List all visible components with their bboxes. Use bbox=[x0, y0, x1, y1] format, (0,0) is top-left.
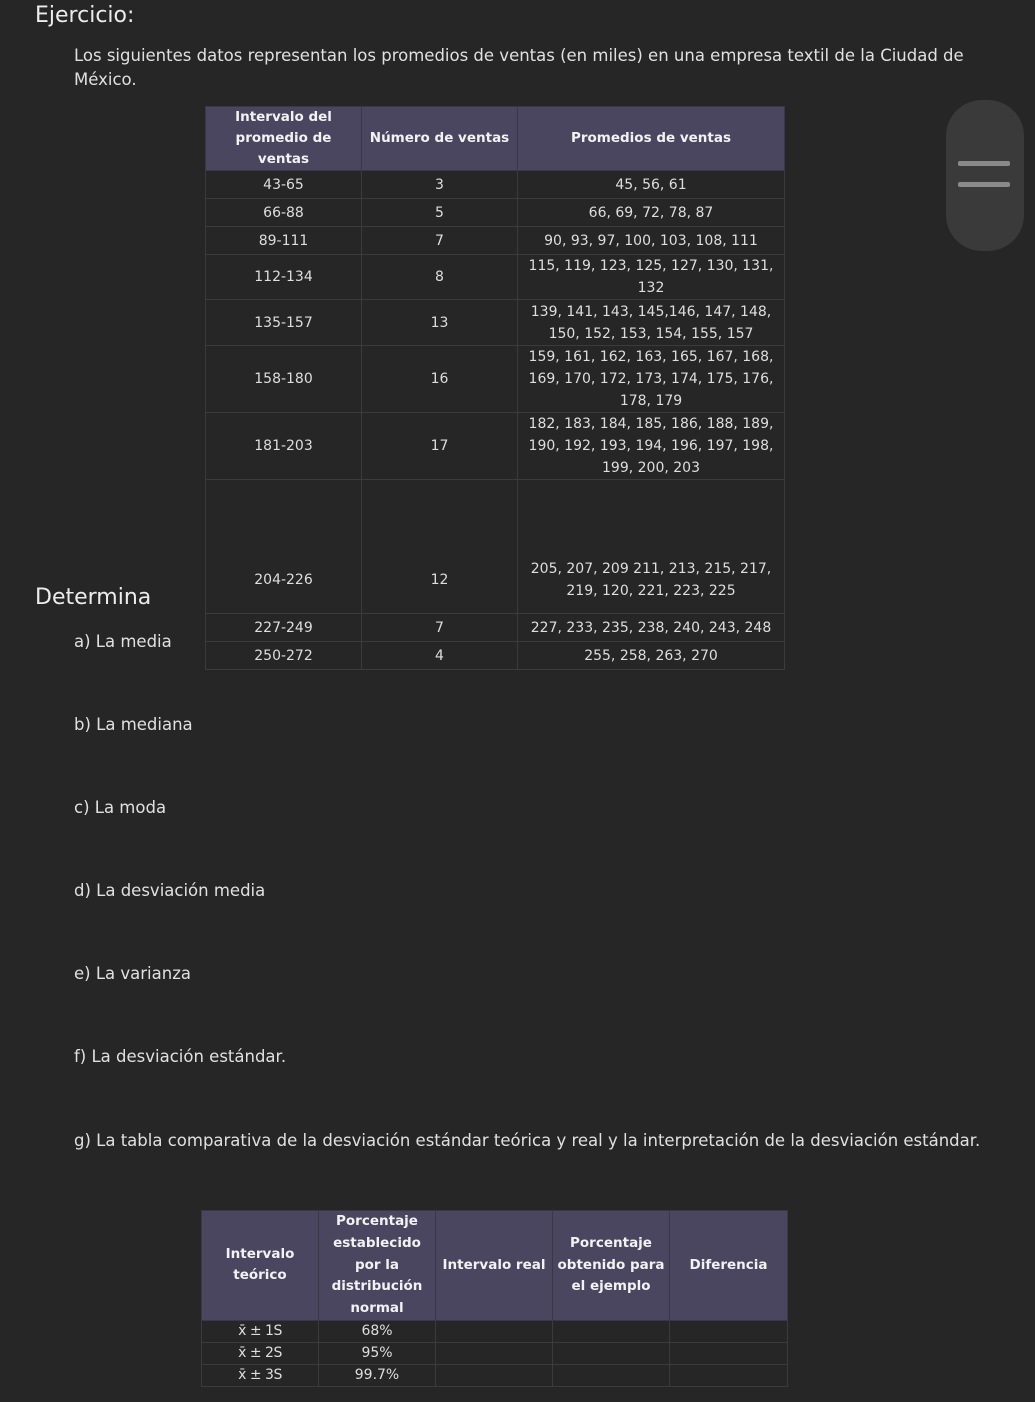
table-row bbox=[206, 346, 785, 413]
sales-table-header-row bbox=[206, 107, 785, 171]
header-difference: Diferencia bbox=[670, 1211, 788, 1321]
values-cell: 45, 56, 61 bbox=[518, 171, 785, 199]
intro-text: Los siguientes datos representan los promedios de ventas (en miles) en una empresa textil de la Ciudad de México. bbox=[74, 46, 964, 89]
values-cell: 90, 93, 97, 100, 103, 108, 111 bbox=[518, 227, 785, 255]
count-cell: 4 bbox=[362, 642, 518, 670]
header-values: Promedios de ventas bbox=[518, 107, 785, 171]
question-a: a) La media bbox=[74, 632, 172, 651]
count-cell: 13 bbox=[362, 300, 518, 346]
interval-cell: 66-88 bbox=[206, 199, 362, 227]
exercise-heading: Ejercicio: bbox=[35, 3, 135, 28]
header-normal-percent: Porcentaje establecido por la distribución normal bbox=[319, 1211, 436, 1321]
table-row bbox=[202, 1320, 788, 1342]
table-row bbox=[206, 171, 785, 199]
count-cell: 5 bbox=[362, 199, 518, 227]
values-cell: 139, 141, 143, 145,146, 147, 148, 150, 152, 153, 154, 155, 157 bbox=[518, 300, 785, 346]
real-interval-cell bbox=[436, 1320, 553, 1342]
interval-cell: 43-65 bbox=[206, 171, 362, 199]
header-interval: Intervalo del promedio de ventas bbox=[206, 107, 362, 171]
comparison-header-row bbox=[202, 1211, 788, 1321]
table-row bbox=[206, 300, 785, 346]
count-cell: 16 bbox=[362, 346, 518, 413]
question-f: f) La desviación estándar. bbox=[74, 1047, 287, 1066]
values-cell: 66, 69, 72, 78, 87 bbox=[518, 199, 785, 227]
normal-percent-cell: 68% bbox=[319, 1320, 436, 1342]
interval-cell: 181-203 bbox=[206, 413, 362, 480]
theoretical-interval-cell: x̄ ± 2S bbox=[202, 1342, 319, 1364]
theoretical-interval-cell: x̄ ± 1S bbox=[202, 1320, 319, 1342]
real-interval-cell bbox=[436, 1342, 553, 1364]
obtained-percent-cell bbox=[553, 1364, 670, 1386]
difference-cell bbox=[670, 1364, 788, 1386]
question-c: c) La moda bbox=[74, 798, 167, 817]
interval-cell: 112-134 bbox=[206, 255, 362, 300]
count-cell: 3 bbox=[362, 171, 518, 199]
values-cell: 115, 119, 123, 125, 127, 130, 131, 132 bbox=[518, 255, 785, 300]
question-g: g) La tabla comparativa de la desviación estándar teórica y real y la interpretación de la desviación estándar. bbox=[74, 1131, 981, 1150]
normal-percent-cell: 95% bbox=[319, 1342, 436, 1364]
interval-cell: 204-226 bbox=[206, 480, 362, 614]
obtained-percent-cell bbox=[553, 1342, 670, 1364]
count-cell: 17 bbox=[362, 413, 518, 480]
interval-cell: 158-180 bbox=[206, 346, 362, 413]
sales-table bbox=[205, 106, 785, 670]
values-cell: 227, 233, 235, 238, 240, 243, 248 bbox=[518, 614, 785, 642]
table-row bbox=[206, 614, 785, 642]
theoretical-interval-cell: x̄ ± 3S bbox=[202, 1364, 319, 1386]
count-cell: 7 bbox=[362, 614, 518, 642]
difference-cell bbox=[670, 1320, 788, 1342]
interval-cell: 227-249 bbox=[206, 614, 362, 642]
normal-percent-cell: 99.7% bbox=[319, 1364, 436, 1386]
question-b: b) La mediana bbox=[74, 715, 193, 734]
interval-cell: 135-157 bbox=[206, 300, 362, 346]
interval-cell: 89-111 bbox=[206, 227, 362, 255]
values-cell: 205, 207, 209 211, 213, 215, 217, 219, 120, 221, 223, 225 bbox=[518, 480, 785, 614]
values-cell: 159, 161, 162, 163, 165, 167, 168, 169, 170, 172, 173, 174, 175, 176, 178, 179 bbox=[518, 346, 785, 413]
table-row bbox=[206, 199, 785, 227]
question-e: e) La varianza bbox=[74, 964, 191, 983]
question-d: d) La desviación media bbox=[74, 881, 266, 900]
header-obtained-percent: Porcentaje obtenido para el ejemplo bbox=[553, 1211, 670, 1321]
table-row bbox=[206, 480, 785, 614]
count-cell: 12 bbox=[362, 480, 518, 614]
count-cell: 7 bbox=[362, 227, 518, 255]
determine-heading: Determina bbox=[35, 585, 152, 610]
header-theoretical-interval: Intervalo teórico bbox=[202, 1211, 319, 1321]
table-row bbox=[206, 255, 785, 300]
values-cell: 255, 258, 263, 270 bbox=[518, 642, 785, 670]
difference-cell bbox=[670, 1342, 788, 1364]
values-cell: 182, 183, 184, 185, 186, 188, 189, 190, 192, 193, 194, 196, 197, 198, 199, 200, 203 bbox=[518, 413, 785, 480]
interval-cell: 250-272 bbox=[206, 642, 362, 670]
header-real-interval: Intervalo real bbox=[436, 1211, 553, 1321]
drag-handle-bar bbox=[958, 161, 1010, 166]
obtained-percent-cell bbox=[553, 1320, 670, 1342]
count-cell: 8 bbox=[362, 255, 518, 300]
drag-handle-bar bbox=[958, 182, 1010, 187]
table-row bbox=[206, 413, 785, 480]
table-row bbox=[202, 1364, 788, 1386]
drag-handle-icon[interactable] bbox=[946, 100, 1024, 251]
table-row bbox=[206, 227, 785, 255]
table-row bbox=[202, 1342, 788, 1364]
comparison-table bbox=[201, 1210, 788, 1387]
real-interval-cell bbox=[436, 1364, 553, 1386]
table-row bbox=[206, 642, 785, 670]
header-count: Número de ventas bbox=[362, 107, 518, 171]
